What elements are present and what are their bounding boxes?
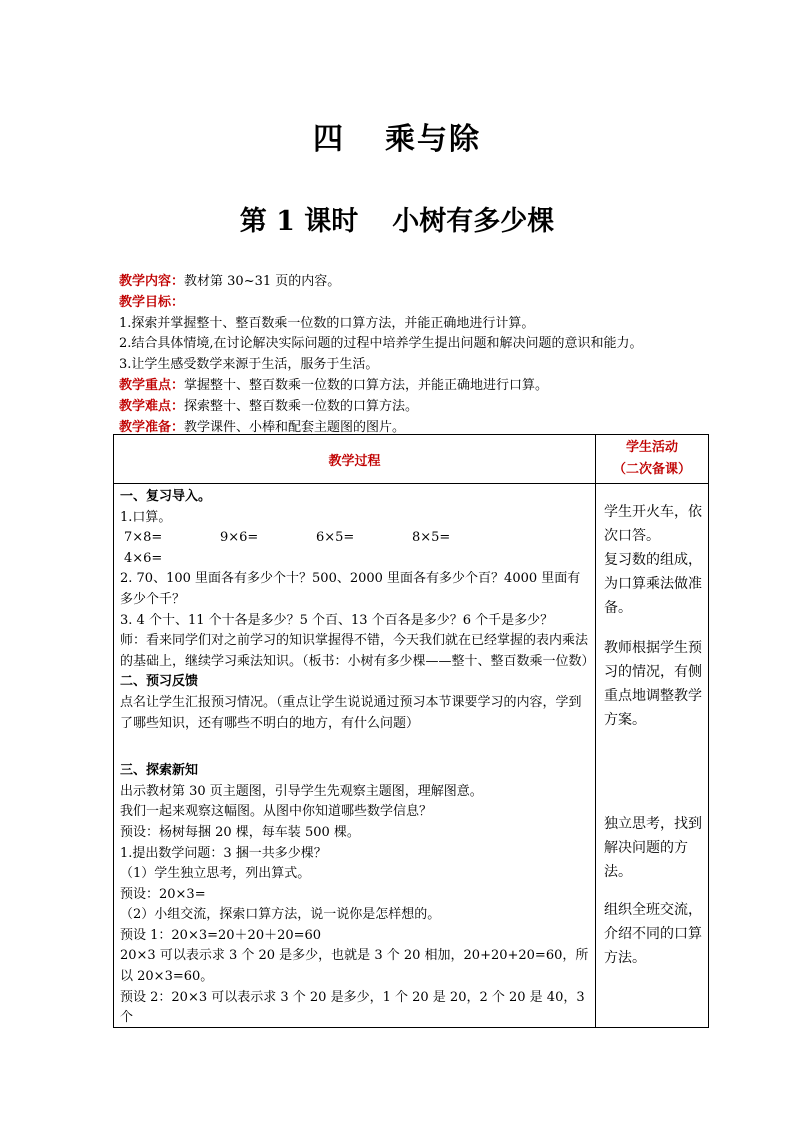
explore-line: 1.提出数学问题：3 捆一共多少棵？: [120, 845, 327, 861]
question-2: 2. 70、100 里面各有多少个十？500、2000 里面各有多少个百？4000 里面有多少个千？: [120, 571, 581, 607]
table-header-row: [114, 435, 709, 484]
explore-line: （2）小组交流，探索口算方法，说一说你是怎样想的。: [120, 907, 441, 923]
lesson-title: [0, 200, 794, 244]
explore-line: 预设：20×3=: [120, 886, 206, 902]
header-process: 教学过程: [114, 435, 596, 484]
explore-line: 20×3 可以表示求 3 个 20 是多少，也就是 3 个 20 相加，20+20+20=60，所以 20×3=60。: [120, 948, 589, 985]
prep-label: 教学准备：: [119, 419, 185, 435]
teacher-remark: 师：看来同学们对之前学习的知识掌握得不错，今天我们就在已经掌握的表内乘法的基础上，继续学习乘法知识。（板书：小树有多少棵——整十、整百数乘一位数）: [120, 633, 595, 669]
lesson-name: 小树有多少棵: [392, 206, 555, 237]
calc-item: 4×6=: [124, 550, 163, 566]
explore-line: （1）学生独立思考，列出算式。: [120, 866, 311, 882]
oral-calc-label: 1.口算。: [120, 509, 172, 525]
goal-item: 3.让学生感受数学来源于生活，服务于生活。: [119, 357, 379, 373]
difficulty-label: 教学难点：: [119, 398, 185, 414]
calc-item: 6×5=: [316, 530, 355, 546]
student-activity-4: 独立思考，找到解决问题的方法。: [604, 816, 702, 880]
key-label: 教学重点：: [119, 377, 185, 393]
explore-line: 出示教材第 30 页主题图，引导学生先观察主题图，理解图意。: [120, 783, 483, 799]
explore-line: 预设：杨树每捆 20 棵，每车装 500 棵。: [120, 824, 360, 840]
chapter-title: [0, 118, 794, 162]
content-line: [119, 272, 709, 293]
header-student-line1: 学生活动: [625, 440, 678, 455]
goal-heading: [119, 293, 709, 314]
preview-text: 点名让学生汇报预习情况。（重点让学生说说通过预习本节课要学习的内容，学到了哪些知识，还有哪些不明白的地方，有什么问题）: [120, 694, 582, 731]
process-cell: [114, 484, 596, 1028]
key-line: [119, 376, 709, 397]
student-activity-1: 学生开火车，依次口答。: [604, 504, 702, 544]
student-activity-2: 复习数的组成，为口算乘法做准备。: [604, 552, 702, 616]
explore-line: 我们一起来观察这幅图。从图中你知道哪些数学信息？: [120, 804, 433, 820]
key-text: 掌握整十、整百数乘一位数的口算方法，并能正确地进行口算。: [184, 377, 549, 393]
lesson-meta: [119, 272, 709, 438]
content-label: 教学内容：: [119, 274, 185, 289]
goal-item: 2.结合具体情境,在讨论解决实际问题的过程中培养学生提出问题和解决问题的意识和能力。: [119, 336, 643, 352]
section-explore-title: 三、探索新知: [120, 763, 199, 779]
student-activity-5: 组织全班交流，介绍不同的口算方法。: [604, 902, 702, 966]
calc-item: 7×8=: [124, 530, 163, 546]
content-text: 教材第 30~31 页的内容。: [184, 274, 341, 289]
goal-label: 教学目标：: [119, 294, 185, 310]
difficulty-line: [119, 397, 709, 418]
section-preview-title: 二、预习反馈: [120, 674, 199, 690]
calc-item: 8×5=: [412, 530, 451, 546]
calc-item: 9×6=: [220, 530, 259, 546]
question-3: 3. 4 个十、11 个十各是多少？5 个百、13 个百各是多少？6 个千是多少？: [120, 612, 554, 628]
lesson-number: 第 1 课时: [239, 206, 359, 237]
section-review-title: 一、复习导入。: [120, 489, 212, 504]
difficulty-text: 探索整十、整百数乘一位数的口算方法。: [184, 398, 419, 414]
goal-item: 1.探索并掌握整十、整百数乘一位数的口算方法，并能正确地进行计算。: [119, 315, 535, 331]
explore-line: 预设 2：20×3 可以表示求 3 个 20 是多少，1 个 20 是 20，2 个 20 是 40，3 个: [120, 989, 585, 1026]
explore-line: 预设 1：20×3=20＋20＋20=60: [120, 927, 322, 943]
prep-text: 教学课件、小棒和配套主题图的图片。: [184, 419, 406, 435]
header-student-line2: （二次备课）: [612, 462, 691, 477]
chapter-name: 乘与除: [385, 122, 481, 157]
student-activity-3: 教师根据学生预习的情况，有侧重点地调整教学方案。: [604, 640, 702, 728]
table-body-row: [114, 484, 709, 1028]
chapter-number: 四: [313, 122, 345, 157]
lesson-table: [113, 434, 709, 1028]
student-cell: [596, 484, 709, 1028]
header-student: [596, 435, 709, 484]
calc-row: [120, 528, 592, 569]
